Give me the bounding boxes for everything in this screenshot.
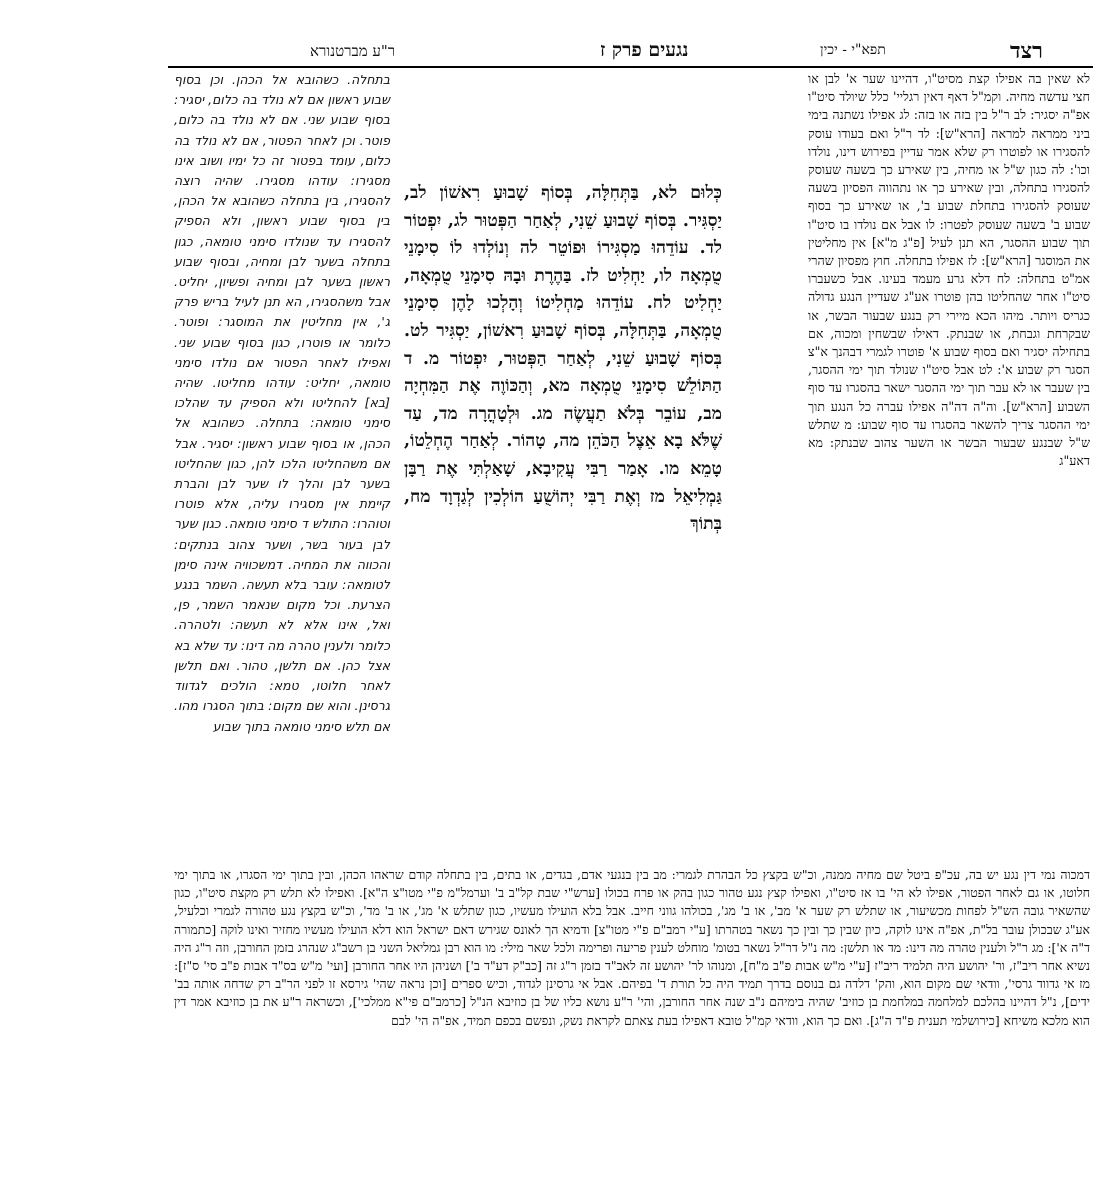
commentary-label: ר"ע מברטנורא (310, 42, 396, 60)
yachin-bottom-text: דמכוה נמי דין נגע יש בה, עכ"פ ביטל שם מחיה ממנה, וכ"ש בקצץ כל הבהרת לגמרי: מב בין בנגעי אדם, בגדים, או בתים, בין בתחלה קודם שראהו הכהן, ובין בתוך ימי הסגרו, או בתוך ימי חלוטו, או גם לאחר הפטור, אפילו לא הי' בו אז סיט"ו, ואפילו קצץ נגע טהור כגון בהק או פרח בכולו [ערש"י שבת קל"ב ב' וערמל"מ פ"י מטו"צ ה"א]. ואפילו לא תלש רק מקצת סיט"ו, כגון שהשאיר גובה הש"ל לפחות מכשיעור, או שתלש רק שער א' מב', או ב' מג', בכולהו גווני חייב. אבל בלא הועילו מעשיו, כגון שתלש א' מג', או ב' מד', וכ"ש בקצץ נגע טהורה לגמרי וכלעיל, אע"ג שבכולן עובר בל"ת, אפ"ה אינו לוקה, כיון שבין כך ובין כך נשאר בטהרתו [ע"י רמב"ם פ"י מטו"צ] ודמיא הך לאונס שגירש דאם ישראל הוא דלא הועילו מעשיו מחזיר ואינו לוקה [כתמורה ד"ה א']: מג ר"ל ולענין טהרה מה דינו: מד או תלשן: מה נ"ל דר"ל נשאר בטומ' מוחלט לענין פריעה ופרימה ולכל שאר מילי: מו הוא רבן גמליאל השני בן רשב"ג שנהרג בזמן החורבן, וזה ר"ג היה נשיא אחר ריב"ז, ור' יהושע היה תלמיד ריב"ז [ע"י מ"ש אבות פ"ב מ"ח], ומנוהו לר' יהושע זה לאב"ד בזמן ר"ג זה [כב"ק דע"ד ב'] ושניהן היו אחר החורבן [ועי' מ"ש בס"ד אבות פ"ב סי' ס"ז]: מז אי גדווד גרסי', וודאי שם מקום הוא, והק' דלדה גם בנוסם בדרך תמיד היה כל תורת ד' בפיהם. אבל אי גרסינן לגדוד, וכיש ספרים [וכן נראה שהי' גירסא זו לפני הר"ב רק שדחה אותה בב' ידים], נ"ל דהיינו בהלכם למלחמה במלחמת בן כוזיב' שהיה בימיהם נ"ב שנה אחר החורבן, והי' ר"ע נושא כליו של בן כוזיבא הנ"ל [כרמב"ם פי"א ממלכי'], וכשראה ר"ע את בן כוזיבא אמר דין הוא מלכא משיחא [כירושלמי תענית פ"ד ה"ג]. ואם כך הוא, וודאי קמ"ל טובא דאפילו בעת צאתם לקראת נשק, ונפשם בכפם תמיד, אפ"ה הי' לבם (174, 867, 1090, 1028)
chapter-title: נגעים פרק ז (600, 39, 689, 61)
bartenura-text: בתחלה. כשהובא אל הכהן. וכן בסוף שבוע ראשון אם לא נולד בה כלום, יסגיר: בסוף שבוע שני. אם לא נולד בה כלום, פוטר. וכן לאחר הפטור, אם לא נולד בה כלום, עומד בפטור זה כל ימיו ושוב אינו מסגירו: עודהו מסגירו. שהיה רוצה להסגירו, בין בתחלה כשהובא אל הכהן, בין בסוף שבוע ראשון, ולא הספיק להסגירו עד שנולדו סימני טומאה, כגון בתחלה בשער לבן ומחיה, ובסוף שבוע ראשון בשער לבן ומחיה ופשיון, יחליט. אבל משהסגירו, הא תנן לעיל בריש פרק ג', אין מחליטין את המוסגר: ופוטר. כלומר או פוטרו, כגון בסוף שבוע שני. ואפילו לאחר הפטור אם נולדו סימני טומאה, יחליט: עודהו מחליטו. שהיה [בא] להחליטו ולא הספיק עד שהלכו סימני טומאה: בתחלה. כשהובא אל הכהן, או בסוף שבוע ראשון: יסגיר. אבל אם משהחליטו הלכו להן, כגון שהחליטו בשער לבן והלך לו שער לבן והברת קיימת אין מסגירו עליה, אלא פוטרו וטוהרו: התולש ד סימני טומאה. כגון שער לבן בעור בשר, ושער צהוב בנתקים: והכווה את המחיה. דמשכוויה אינה סימן לטומאה: עובר בלא תעשה. השמר בנגע הצרעת. וכל מקום שנאמר השמר, פן, ואל, אינו אלא לא תעשה: ולטהרה. כלומר ולענין טהרה מה דינו: עד שלא בא אצל כהן. אם תלשן, טהור. ואם תלשן לאחר חלוטו, טמא: הולכים לגדווד גרסינן. והוא שם מקום: בתוך הסגרו מהו. אם תלש סימני טומאה בתוך שבוע (174, 72, 390, 734)
mishnah-text: כְּלוּם לא, בַּתְּחִלָּה, בְּסוֹף שָׁבוּעַ רִאשׁוֹן לב, יַסְגִּיר. בְּסוֹף שָׁבוּעַ שֵׁנִי, לְאַחַר הַפְּטוּר לג, יִפְטוֹר לד. עוֹדֵהוּ מַסְגִּירוֹ וּפוֹטֵר לה וְנוֹלְדוּ לוֹ סִימָנֵי טֻמְאָה לו, יַחְלִיט לז. בַּהֶרֶת וּבָהּ סִימָנֵי טֻמְאָה, יַחְלִיט לח. עוֹדֵהוּ מַחְלִיטוֹ וְהָלְכוּ לָהֶן סִימָנֵי טֻמְאָה, בַּתְּחִלָּה, בְּסוֹף שָׁבוּעַ רִאשׁוֹן, יַסְגִּיר לט. בְּסוֹף שָׁבוּעַ שֵׁנִי, לְאַחַר הַפְּטוּר, יִפְטוֹר מ. ד הַתּוֹלֵשׁ סִימָנֵי טֻמְאָה מא, וְהַכּוֹוֶה אֶת הַמִּחְיָה מב, עוֹבֵר בְּלֹא תַעֲשֶׂה מג. וּלְטָהֳרָה מד, עַד שֶׁלֹּא בָא אֵצֶל הַכֹּהֵן מה, טָהוֹר. לְאַחַר הֶחְלֵטוֹ, טָמֵא מו. אָמַר רַבִּי עֲקִיבָא, שָׁאַלְתִּי אֶת רַבָּן גַּמְלִיאֵל מז וְאֶת רַבִּי יְהוֹשֻׁעַ הוֹלְכִין לְגַדְוָד מח, בְּתוֹךְ (404, 183, 722, 535)
page-number: רצד (1010, 38, 1043, 64)
bartenura-column (174, 70, 390, 737)
running-header (170, 38, 1085, 64)
mishnah-column (404, 180, 722, 539)
yachin-right-text: לא שאין בה אפילו קצת מסיט"ו, דהיינו שער א' לבן או חצי עדשה מחיה. וקמ"ל דאף דאין רגליי' כלל שיולד סיט"ו אפ"ה יסגיר: לב ר"ל בין בזה או בזה: לג אפילו נשתנה בימי ביני ממראה למראה [הרא"ש]: לד ר"ל ואם בעודו עוסק להסגירו או לפוטרו רק שלא אמר עדיין בפירוש דינו, נולדו וכו': לה כגון ש"ל או מחיה, בין שאירע כך בשעה שעוסק להסגירו בתחלה, ובין שאירע כך או נתהווה הפסיון בשעה שעוסק להסגירו בתחלת שבוע ב', או שאירע כך בסוף שבוע ב' בשעה שעוסק לפטרו: לו אבל אם נולדו בו סיט"ו תוך שבוע ההסגר, הא תנן לעיל [פ"ג מ"א] אין מחליטין את המוסגר [הרא"ש]: לז אפילו בתחלה. חוץ מפסיון שהרי אמ"ט בתחלה: לח דלא גרע מעמד בעינו. אבל כשעברו סיט"ו אחר שהחליטו בהן פוטרו אע"ג שעדיין הנגע גדולה כגריס ויותר. מיהו הכא מיירי רק בנגע שבעור הבשר, או שבקרחת וגבחת, או שבנתק. דאילו שבשחין ומכוה, אם בתחילה יסגיר ואם בסוף שבוע א' פוטרו לגמרי דבהנך א"צ הסגר רק שבוע א': לט אבל סיט"ו שנולד תוך ימי ההסגר, בין שעבר או לא עבר תוך ימי ההסגר ישאר בהסגרו עד סוף השבוע [הרא"ש]. וה"ה דה"ה אפילו עברה כל הנגע תוך ימי ההסגר צריך להשאר בהסגרו עד סוף שבוע: מ שתלש ש"ל שבנגע שבעור הבשר או השער צהוב שבנתק: מא דאע"ג (808, 71, 1090, 469)
header-rule (168, 66, 1093, 68)
yachin-commentary-column (808, 70, 1090, 470)
yachin-bottom-block (174, 866, 1090, 1030)
section-label: תפא"י - יכין (820, 42, 886, 58)
